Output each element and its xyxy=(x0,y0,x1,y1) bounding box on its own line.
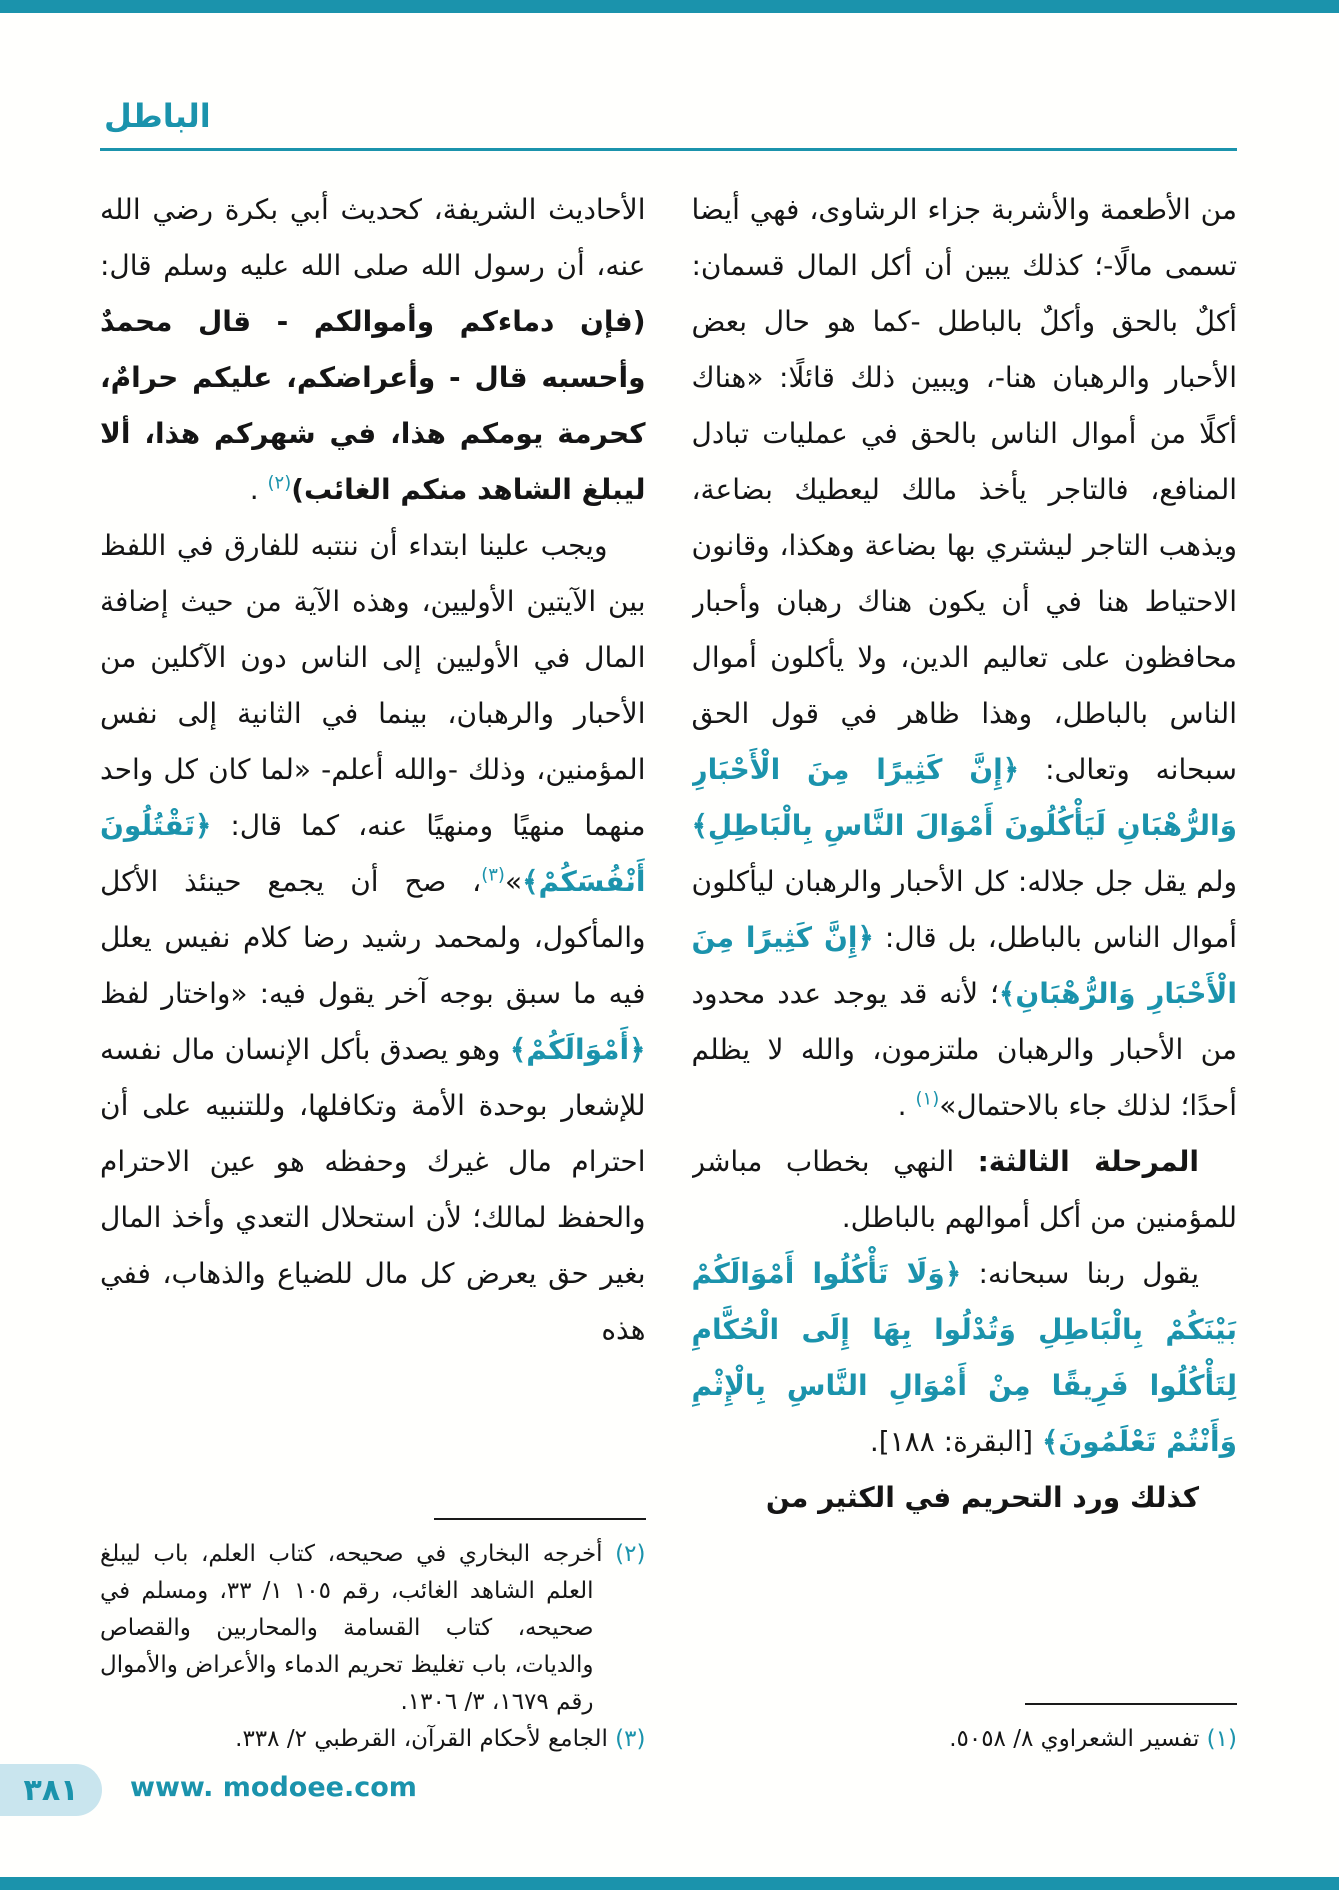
body-text: ويجب علينا ابتداء أن ننتبه للفارق في اللفظ بين الآيتين الأوليين، وهذه الآية من حيث إضافة المال في الأوليين إلى الناس دون الآكلين من الأحبار والرهبان، بينما في الثانية إلى نفس المؤمنين، وذلك -والله أعلم- «لما كان كل واحد منهما منهيًا ومنهيًا عنه، كما قال: xyxy=(100,529,646,842)
footnote-separator xyxy=(1025,1703,1237,1705)
footnote xyxy=(100,1721,646,1758)
body-text: . xyxy=(897,1089,916,1122)
page-number-pill xyxy=(0,1764,102,1816)
footnote xyxy=(100,1536,646,1721)
header-rule xyxy=(100,148,1237,151)
footnote-number: (٣) xyxy=(615,1726,646,1752)
paragraph xyxy=(692,1470,1238,1526)
left-column xyxy=(100,182,646,1758)
footnote-number: (١) xyxy=(1206,1726,1237,1752)
footnote-ref: (٢) xyxy=(267,472,292,494)
bold-text: المرحلة الثالثة: xyxy=(977,1145,1199,1178)
footnote-text: تفسير الشعراوي ٨/ ٥٠٥٨. xyxy=(949,1726,1207,1752)
paragraph xyxy=(100,518,646,1358)
body-text: وهو يصدق بأكل الإنسان مال نفسه للإشعار بوحدة الأمة وتكافلها، وللتنبيه على أن احترام مال غيرك وحفظه هو عين الاحترام والحفظ لمالك؛ لأن استحلال التعدي وأخذ المال بغير حق يعرض كل مال للضياع والذهاب، ففي هذه xyxy=(100,1033,646,1346)
footnote xyxy=(692,1721,1238,1758)
paragraph xyxy=(692,1246,1238,1470)
left-column-text xyxy=(100,182,646,1358)
paragraph xyxy=(692,182,1238,1134)
right-column xyxy=(692,182,1238,1758)
right-footnotes xyxy=(692,1721,1238,1758)
footnote-text: الجامع لأحكام القرآن، القرطبي ٢/ ٣٣٨. xyxy=(235,1726,616,1752)
quran-verse: ﴿إِنَّ كَثِيرًا مِنَ الْأَحْبَارِ وَالرُّهْبَانِ لَيَأْكُلُونَ أَمْوَالَ النَّاسِ بِالْبَاطِلِ﴾ xyxy=(691,753,1237,842)
body-text: يقول ربنا سبحانه: xyxy=(961,1257,1200,1290)
body-text: ولم يقل جل جلاله: كل الأحبار والرهبان ليأكلون أموال الناس بالباطل، بل قال: xyxy=(691,865,1237,954)
footnote-number: (٢) xyxy=(615,1541,646,1567)
body-text: من الأطعمة والأشربة جزاء الرشاوى، فهي أيضا تسمى مالًا-؛ كذلك يبين أن أكل المال قسمان: أكلٌ بالحق وأكلٌ بالباطل -كما هو حال بعض الأحبار والرهبان هنا-، ويبين ذلك قائلًا: «هناك أكلًا من أموال الناس بالحق في عمليات تبادل المنافع، فالتاجر يأخذ مالك ليعطيك بضاعة، ويذهب التاجر ليشتري بها بضاعة وهكذا، وقانون الاحتياط هنا في أن يكون هناك رهبان وأحبار محافظون على تعاليم الدين، ولا يأكلون أموال الناس بالباطل، وهذا ظاهر في قول الحق سبحانه وتعالى: xyxy=(691,193,1237,786)
body-text: » xyxy=(504,865,523,898)
footnote-text: أخرجه البخاري في صحيحه، كتاب العلم، باب ليبلغ العلم الشاهد الغائب، رقم ١٠٥ ١/ ٣٣، ومسلم في صحيحه، كتاب القسامة والمحاربين والقصاص والديات، باب تغليظ تحريم الدماء والأعراض والأموال رقم ١٦٧٩، ٣/ ١٣٠٦. xyxy=(100,1541,616,1715)
left-footnotes xyxy=(100,1536,646,1758)
quran-verse: ﴿وَلَا تَأْكُلُوا أَمْوَالَكُمْ بَيْنَكُمْ بِالْبَاطِلِ وَتُدْلُوا بِهَا إِلَى الْحُكَّامِ لِتَأْكُلُوا فَرِيقًا مِنْ أَمْوَالِ النَّاسِ بِالْإِثْمِ وَأَنْتُمْ تَعْلَمُونَ﴾ xyxy=(691,1257,1237,1458)
footnote-ref: (١) xyxy=(915,1088,940,1110)
quran-verse: ﴿تَقْتُلُونَ أَنْفُسَكُمْ﴾ xyxy=(100,809,646,898)
right-column-text xyxy=(692,182,1238,1526)
paragraph xyxy=(692,1134,1238,1246)
body-text: . xyxy=(249,473,268,506)
page-number: ٣٨١ xyxy=(23,1772,79,1808)
quran-verse: ﴿أَمْوَالَكُمْ﴾ xyxy=(509,1033,646,1066)
footnote-separator xyxy=(434,1518,646,1520)
bold-text: (فإن دماءكم وأموالكم - قال محمدٌ وأحسبه قال - وأعراضكم، عليكم حرامٌ، كحرمة يومكم هذا، في شهركم هذا، ألا ليبلغ الشاهد منكم الغائب) xyxy=(100,305,646,506)
page-title: الباطل xyxy=(104,97,211,135)
bottom-border-bar xyxy=(0,1877,1339,1890)
body-text: الأحاديث الشريفة، كحديث أبي بكرة رضي الله عنه، أن رسول الله صلى الله عليه وسلم قال: xyxy=(100,193,646,282)
body-text: النهي بخطاب مباشر للمؤمنين من أكل أموالهم بالباطل. xyxy=(691,1145,1237,1234)
footnote-ref: (٣) xyxy=(481,864,505,886)
right-footnote-block xyxy=(692,1693,1238,1758)
body-text: ، صح أن يجمع حينئذ الأكل والمأكول، ولمحمد رشيد رضا كلام نفيس يعلل فيه ما سبق بوجه آخر يقول فيه: «واختار لفظ xyxy=(100,865,646,1010)
text-columns xyxy=(100,182,1237,1758)
bold-text: كذلك ورد التحريم في الكثير من xyxy=(765,1481,1199,1514)
body-text: [البقرة: ١٨٨]. xyxy=(869,1425,1042,1458)
quran-verse: ﴿إِنَّ كَثِيرًا مِنَ الْأَحْبَارِ وَالرُّهْبَانِ﴾ xyxy=(691,921,1237,1010)
website-text: www. modoee.com xyxy=(130,1772,417,1803)
paragraph xyxy=(100,182,646,518)
body-text: ؛ لأنه قد يوجد عدد محدود من الأحبار والرهبان ملتزمون، والله لا يظلم أحدًا؛ لذلك جاء بالاحتمال» xyxy=(691,977,1237,1122)
top-border-bar xyxy=(0,0,1339,13)
page-footer xyxy=(0,1762,1339,1822)
page-header xyxy=(100,96,1237,158)
left-footnote-block xyxy=(100,1508,646,1758)
